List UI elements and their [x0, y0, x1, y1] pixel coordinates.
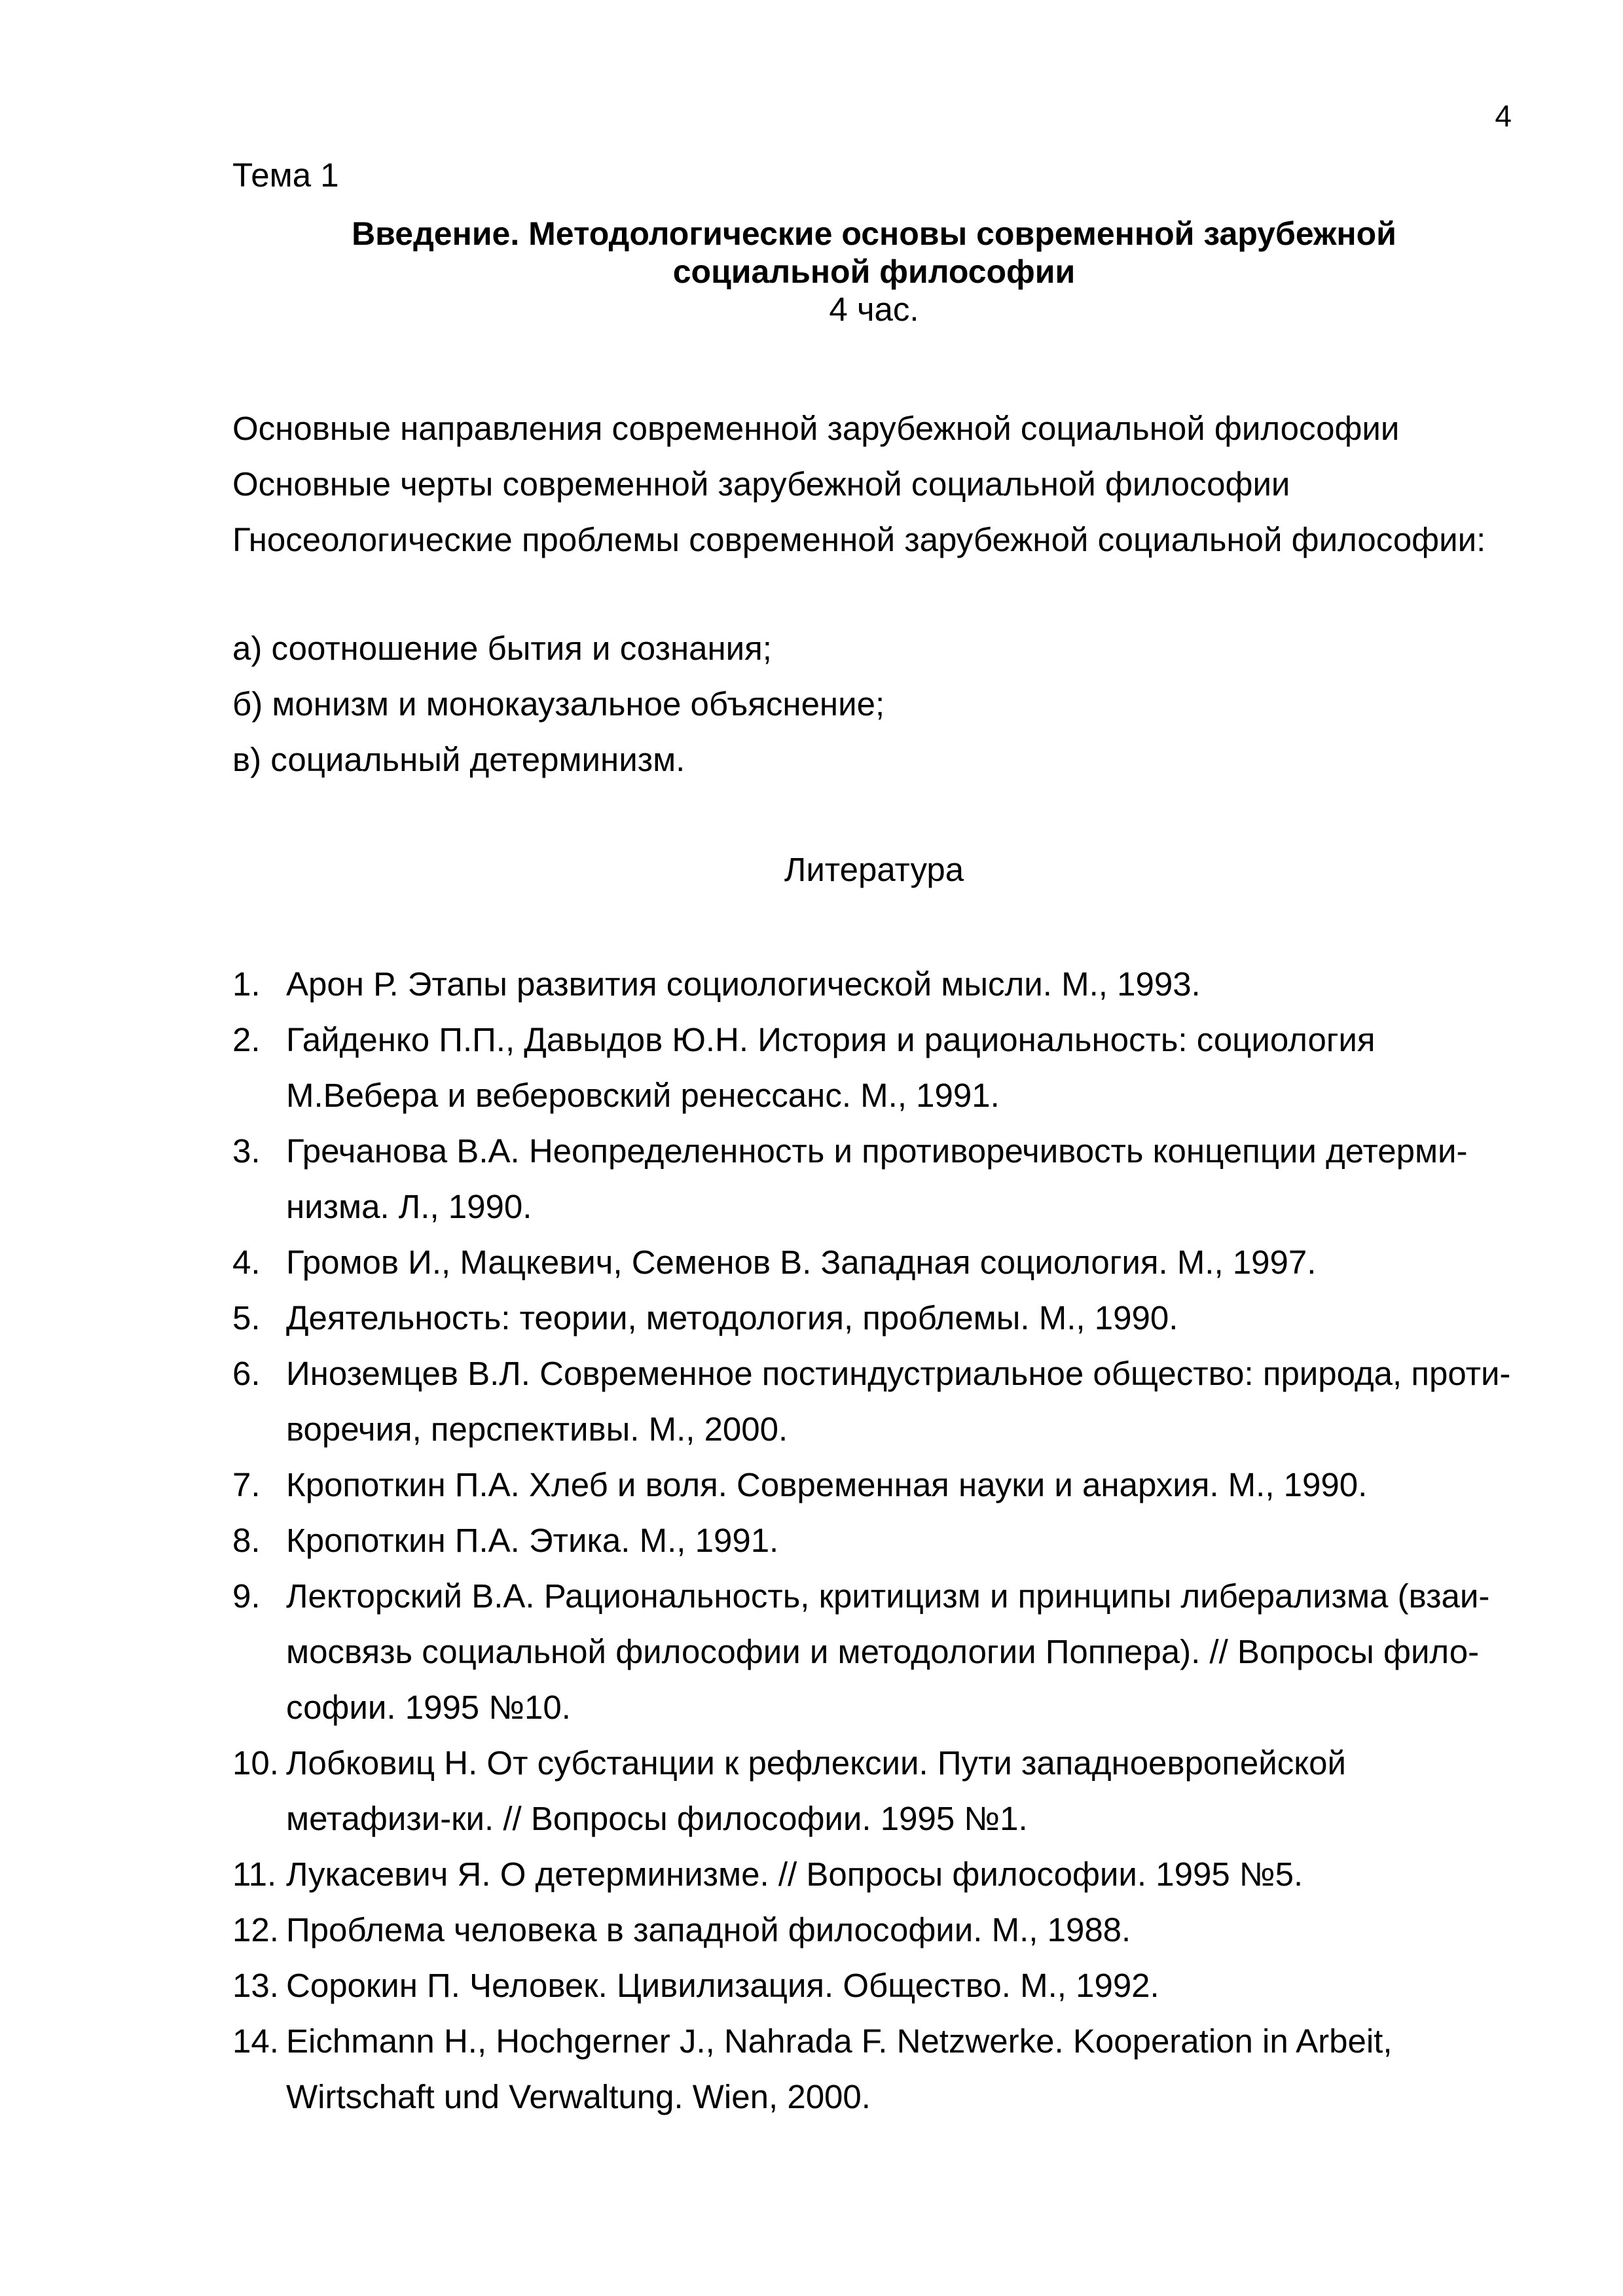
topic-item: Основные черты современной зарубежной социальной философии — [232, 465, 1290, 503]
topic-items — [232, 401, 1486, 567]
subtopic-item: б) монизм и монокаузальное объяснение; — [232, 685, 885, 723]
reference-item — [232, 1234, 1516, 1290]
reference-item — [232, 1457, 1516, 1513]
topic-item: Основные направления современной зарубежной социальной философии — [232, 410, 1400, 447]
reference-text: Eichmann H., Hochgerner J., Nahrada F. Netzwerke. Kooperation in Arbeit, Wirtschaft und Verwaltung. Wien, 2000. — [286, 2022, 1393, 2115]
reference-item — [232, 956, 1516, 1012]
topic-item: Гносеологические проблемы современной зарубежной социальной философии: — [232, 521, 1486, 558]
reference-number: 14. — [232, 2022, 279, 2060]
reference-number: 12. — [232, 1911, 279, 1948]
subtopic-item: а) соотношение бытия и сознания; — [232, 630, 772, 667]
reference-item — [232, 1346, 1516, 1457]
reference-text: Гречанова В.А. Неопределенность и противоречивость концепции детерми-низма. Л., 1990. — [286, 1132, 1468, 1225]
subtopic-item: в) социальный детерминизм. — [232, 741, 685, 778]
reference-number: 13. — [232, 1967, 279, 2004]
title-line-1: Введение. Методологические основы современной зарубежной — [352, 215, 1396, 252]
reference-text: Лекторский В.А. Рациональность, критицизм и принципы либерализма (взаи-мосвязь социальной философии и методологии Поппера). // Вопросы фило-софии. 1995 №10. — [286, 1577, 1490, 1726]
reference-number: 7. — [232, 1466, 261, 1503]
title-line-2: социальной философии — [672, 253, 1076, 290]
reference-item — [232, 1513, 1516, 1568]
reference-text: Лобковиц Н. От субстанции к рефлексии. Пути западноевропейской метафизи-ки. // Вопросы философии. 1995 №1. — [286, 1744, 1346, 1837]
reference-item — [232, 1958, 1516, 2013]
reference-number: 6. — [232, 1355, 261, 1392]
reference-item — [232, 1568, 1516, 1735]
reference-number: 8. — [232, 1522, 261, 1559]
reference-item — [232, 1846, 1516, 1902]
reference-number: 10. — [232, 1744, 279, 1782]
reference-text: Сорокин П. Человек. Цивилизация. Общество. М., 1992. — [286, 1967, 1159, 2004]
reference-list — [232, 956, 1516, 2125]
reference-item — [232, 1012, 1516, 1123]
literature-heading: Литература — [784, 851, 964, 888]
reference-item — [232, 1902, 1516, 1958]
reference-number: 2. — [232, 1021, 261, 1058]
reference-item — [232, 1123, 1516, 1234]
hours-label: 4 час. — [829, 291, 919, 328]
reference-text: Проблема человека в западной философии. М., 1988. — [286, 1911, 1131, 1948]
reference-number: 3. — [232, 1132, 261, 1170]
reference-text: Громов И., Мацкевич, Семенов В. Западная социология. М., 1997. — [286, 1244, 1317, 1281]
reference-text: Кропоткин П.А. Хлеб и воля. Современная науки и анархия. М., 1990. — [286, 1466, 1368, 1503]
title-block — [232, 215, 1516, 329]
page-number: 4 — [1495, 99, 1512, 133]
reference-text: Гайденко П.П., Давыдов Ю.Н. История и рациональность: социология М.Вебера и веберовский ренессанс. М., 1991. — [286, 1021, 1376, 1114]
reference-number: 11. — [232, 1856, 277, 1893]
reference-number: 4. — [232, 1244, 261, 1281]
reference-text: Кропоткин П.А. Этика. М., 1991. — [286, 1522, 779, 1559]
reference-text: Лукасевич Я. О детерминизме. // Вопросы философии. 1995 №5. — [286, 1856, 1304, 1893]
topic-label: Тема 1 — [232, 156, 339, 194]
reference-item — [232, 1290, 1516, 1346]
reference-text: Деятельность: теории, методология, проблемы. М., 1990. — [286, 1299, 1178, 1336]
reference-number: 1. — [232, 965, 261, 1003]
subtopic-items — [232, 620, 884, 787]
reference-text: Арон Р. Этапы развития социологической мысли. М., 1993. — [286, 965, 1201, 1003]
reference-number: 5. — [232, 1299, 261, 1336]
reference-item — [232, 1735, 1516, 1846]
reference-item — [232, 2013, 1516, 2125]
reference-number: 9. — [232, 1577, 261, 1615]
reference-text: Иноземцев В.Л. Современное постиндустриальное общество: природа, проти-воречия, перспективы. М., 2000. — [286, 1355, 1511, 1448]
